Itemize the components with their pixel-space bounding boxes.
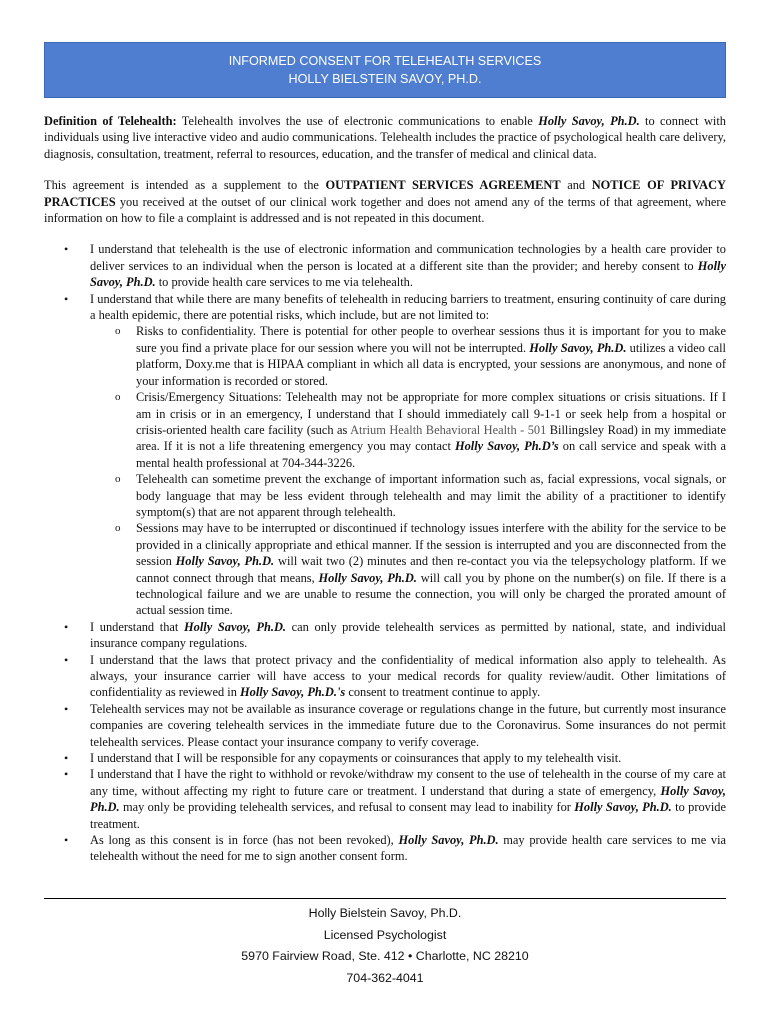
- provider-name: Holly Savoy, Ph.D.'s: [240, 685, 346, 700]
- provider-name: Holly Savoy, Ph.D.: [398, 833, 499, 848]
- document-body: [44, 113, 726, 865]
- provider-name: Holly Savoy, Ph.D.: [90, 258, 726, 290]
- provider-name: Holly Savoy, Ph.D.: [574, 800, 672, 815]
- sub-list-item: o Crisis/Emergency Situations: Telehealth may not be appropriate for more complex situations or crisis situations. If I am in crisis or in an emergency, I understand that I should immediately call 9-1-1 or seek help from a hospital or crisis-oriented health care facility (such as Atrium Health Behavioral Health - 501 Billingsley Road) in my immediate area. If it is not a life threatening emergency you may contact Holly Savoy, Ph.D’s on call service and speak with a mental health professional at 704-344-3226.: [90, 389, 726, 471]
- outpatient-agreement-ref: OUTPATIENT SERVICES AGREEMENT: [325, 178, 561, 193]
- provider-name: Holly Savoy, Ph.D.: [184, 619, 287, 634]
- footer: [44, 903, 726, 989]
- provider-name: Holly Savoy, Ph.D.: [175, 554, 275, 569]
- list-item: • Telehealth services may not be available as insurance coverage or regulations change in the future, but currently most insurance companies are covering telehealth services in the immediate future due to the Coronavirus. Some insurances do not permit telehealth services. Please contact your insurance company to verify coverage.: [44, 701, 726, 750]
- footer-phone: 704-362-4041: [346, 970, 424, 985]
- footer-name: Holly Bielstein Savoy, Ph.D.: [308, 906, 462, 920]
- provider-name: Holly Savoy, Ph.D.: [90, 783, 727, 815]
- list-item: • I understand that I will be responsible for any copayments or coinsurances that apply to my telehealth visit.: [44, 750, 726, 766]
- document-header: [44, 42, 726, 98]
- list-item: • As long as this consent is in force (has not been revoked), Holly Savoy, Ph.D. may provide health care services to me via telehealth without the need for me to sign another consent form.: [44, 832, 726, 865]
- footer-title: Licensed Psychologist: [323, 927, 447, 942]
- list-item: • I understand that Holly Savoy, Ph.D. can only provide telehealth services as permitted by national, state, and individual insurance company regulations.: [44, 619, 726, 652]
- list-item: • I understand that while there are many benefits of telehealth in reducing barriers to treatment, ensuring continuity of care during a health epidemic, there are potential risks, which include, but are not limited to: o Risks to confidentiality. There is potential for other people to overhear sessions thus it is important for you to make sure you find a private place for our session where you will not be interrupted. Holly Savoy, Ph.D. utilizes a video call platform, Doxy.me that is HIPAA compliant in which all data is encrypted, your sessions are anonymous, and none of your information is recorded or stored. o Crisis/Emergency Situations: Telehealth may not be appropriate for more complex situations or crisis situations. If I am in crisis or in an emergency, I understand that I should immediately call 9-1-1 or seek help from a hospital or crisis-oriented health care facility (such as Atrium Health Behavioral Health - 501 Billingsley Road) in my immediate area. If it is not a life threatening emergency you may contact Holly Savoy, Ph.D’s on call service and speak with a mental health professional at 704-344-3226. o Telehealth can sometime prevent the exchange of important information such as, facial expressions, vocal signals, or body language that may be less evident through telehealth and may limit the ability of a practitioner to identify symptom(s) that are not apparent through telehealth. o Sessions may have to be interrupted or discontinued if technology issues interfere with the ability for the service to be provided in a clinically appropriate and ethical manner. If the session is interrupted and you are disconnected from the session Holly Savoy, Ph.D. will wait two (2) minutes and then re-contact you via the telepsychology platform. If we cannot connect through that means, Holly Savoy, Ph.D. will call you by phone on the number(s) on file. If there is a technological failure and we are unable to resume the connection, you will only be charged the prorated amount of actual session time.: [44, 291, 726, 619]
- header-title: INFORMED CONSENT FOR TELEHEALTH SERVICES: [228, 54, 542, 68]
- header-subtitle: HOLLY BIELSTEIN SAVOY, PH.D.: [288, 72, 482, 86]
- footer-address: 5970 Fairview Road, Ste. 412 • Charlotte, NC 28210: [241, 949, 529, 963]
- list-item: • I understand that telehealth is the use of electronic information and communication technologies by a health care provider to deliver services to an individual when the person is located at a different site than the provider; and hereby consent to Holly Savoy, Ph.D. to provide health care services to me via telehealth.: [44, 241, 726, 290]
- atrium-health-reference: Atrium Health Behavioral Health - 501: [350, 422, 547, 437]
- provider-name: Holly Savoy, Ph.D.: [529, 340, 627, 355]
- risk-sublist: [90, 323, 726, 618]
- definition-label: Definition of Telehealth:: [44, 114, 177, 128]
- sub-list-item: o Telehealth can sometime prevent the exchange of important information such as, facial expressions, vocal signals, or body language that may be less evident through telehealth and may limit the ability of a practitioner to identify symptom(s) that are not apparent through telehealth.: [90, 471, 726, 520]
- privacy-notice-ref: NOTICE OF PRIVACY PRACTICES: [44, 178, 727, 209]
- sub-list-item: o Risks to confidentiality. There is potential for other people to overhear sessions thus it is important for you to make sure you find a private place for our session where you will not be interrupted. Holly Savoy, Ph.D. utilizes a video call platform, Doxy.me that is HIPAA compliant in which all data is encrypted, your sessions are anonymous, and none of your information is recorded or stored.: [90, 323, 726, 389]
- sub-list-item: o Sessions may have to be interrupted or discontinued if technology issues interfere with the ability for the service to be provided in a clinically appropriate and ethical manner. If the session is interrupted and you are disconnected from the session Holly Savoy, Ph.D. will wait two (2) minutes and then re-contact you via the telepsychology platform. If we cannot connect through that means, Holly Savoy, Ph.D. will call you by phone on the number(s) on file. If there is a technological failure and we are unable to resume the connection, you will only be charged the prorated amount of actual session time.: [90, 520, 726, 618]
- agreement-paragraph: This agreement is intended as a supplement to the OUTPATIENT SERVICES AGREEMENT and NOTICE OF PRIVACY PRACTICES you received at the outset of our clinical work together and does not amend any of the terms of that agreement, where information on how to file a complaint is addressed and is not repeated in this document.: [44, 178, 727, 226]
- consent-list: [44, 241, 726, 864]
- list-item: • I understand that I have the right to withhold or revoke/withdraw my consent to the use of telehealth in the course of my care at any time, without affecting my right to future care or treatment. I understand that during a state of emergency, Holly Savoy, Ph.D. may only be providing telehealth services, and refusal to consent may lead to inability for Holly Savoy, Ph.D. to provide treatment.: [44, 766, 726, 832]
- provider-name: Holly Savoy, Ph.D.: [318, 570, 417, 585]
- provider-name: Holly Savoy, Ph.D’s: [454, 439, 559, 454]
- definition-paragraph: Definition of Telehealth: Telehealth involves the use of electronic communications to enable Holly Savoy, Ph.D. to connect with individuals using live interactive video and audio communications. Telehealth includes the practice of psychological health care delivery, diagnosis, consultation, treatment, referral to resources, education, and the transfer of medical and clinical data.: [44, 114, 726, 161]
- footer-divider: [44, 898, 726, 899]
- list-item: • I understand that the laws that protect privacy and the confidentiality of medical information also apply to telehealth. As always, your insurance carrier will have access to your medical records for quality review/audit. Other limitations of confidentiality as reviewed in Holly Savoy, Ph.D.'s consent to treatment continue to apply.: [44, 652, 726, 701]
- provider-name: Holly Savoy, Ph.D.: [538, 114, 640, 128]
